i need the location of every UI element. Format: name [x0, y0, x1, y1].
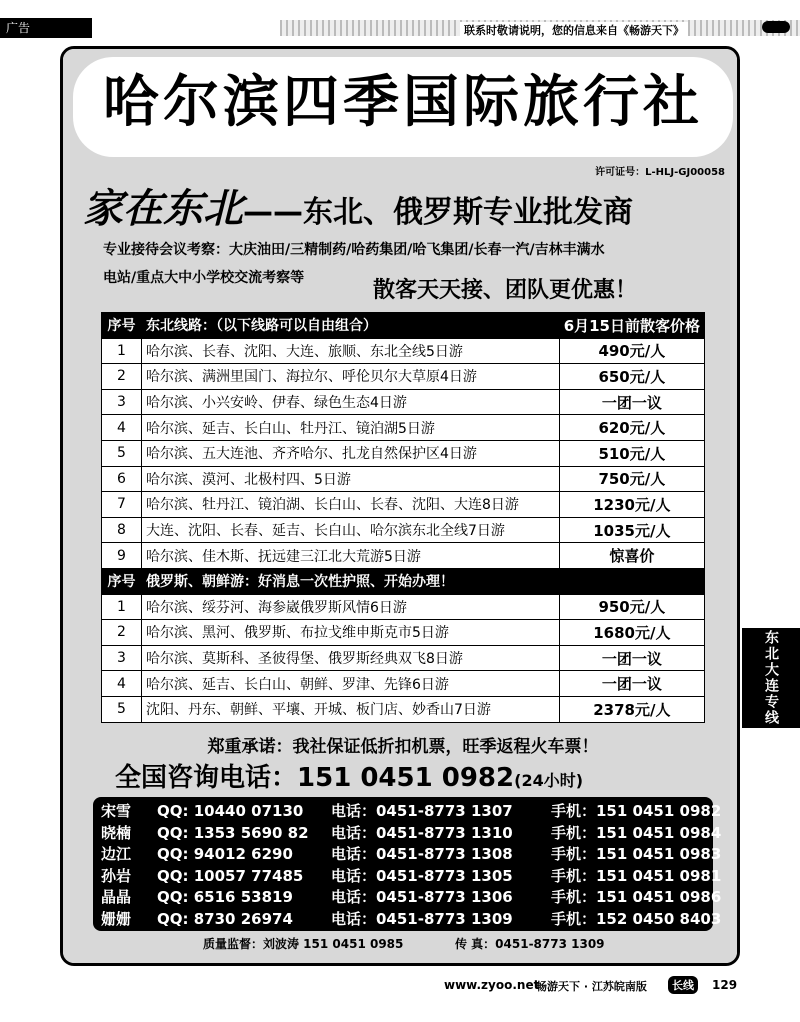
contact-name: 晓楠 — [101, 823, 132, 842]
table-row — [102, 696, 705, 722]
hotline-hours: (24小时) — [514, 771, 584, 790]
page-footer — [0, 974, 800, 1004]
row-num: 3 — [102, 389, 142, 415]
contact-mobile[interactable]: 手机：152 0450 8403 — [551, 909, 722, 928]
contact-mobile[interactable]: 手机：151 0451 0981 — [551, 866, 722, 885]
table-row — [102, 389, 705, 415]
contact-qq[interactable]: QQ: 10440 07130 — [157, 802, 304, 820]
table-row — [102, 440, 705, 466]
contact-qq[interactable]: QQ: 8730 26974 — [157, 909, 293, 928]
footer-line-badge: 长线 — [668, 976, 698, 994]
row-num: 5 — [102, 440, 142, 466]
row-num: 6 — [102, 466, 142, 492]
row-price: 510元/人 — [559, 440, 704, 466]
contact-tel[interactable]: 电话：0451-8773 1309 — [331, 909, 513, 928]
contact-mobile[interactable]: 手机：151 0451 0986 — [551, 888, 722, 906]
contact-qq[interactable]: QQ: 10057 77485 — [157, 866, 304, 885]
header-price: 6月15日前散客价格 — [559, 313, 704, 339]
top-strip — [0, 0, 800, 36]
fax-number: 传 真：0451-8773 1309 — [455, 937, 605, 951]
quality-supervision: 质量监督：刘波涛 151 0451 0985 — [203, 937, 404, 951]
hotline — [115, 757, 583, 794]
slogan — [83, 177, 633, 234]
russia-header-row — [102, 568, 705, 594]
row-route: 哈尔滨、满洲里国门、海拉尔、呼伦贝尔大草原4日游 — [142, 364, 560, 390]
reception-info-line2: 电站/重点大中小学校交流考察等 — [103, 270, 305, 286]
promise-text: 郑重承诺：我社保证低折扣机票，旺季返程火车票！ — [207, 737, 599, 757]
northeast-header-row — [102, 313, 705, 339]
row-price: 1230元/人 — [559, 492, 704, 518]
row-price: 2378元/人 — [559, 696, 704, 722]
slogan-home: 家在东北 — [83, 186, 243, 232]
row-route: 沈阳、丹东、朝鲜、平壤、开城、板门店、妙香山7日游 — [142, 696, 560, 722]
contact-mobile[interactable]: 手机：151 0451 0984 — [551, 823, 722, 842]
table-row — [102, 415, 705, 441]
agency-title: 哈尔滨四季国际旅行社 — [103, 70, 703, 135]
header-num: 序号 — [102, 568, 142, 594]
row-route: 哈尔滨、牡丹江、镜泊湖、长白山、长春、沈阳、大连8日游 — [142, 492, 560, 518]
contact-mobile[interactable]: 手机：151 0451 0983 — [551, 845, 722, 863]
row-route: 哈尔滨、莫斯科、圣彼得堡、俄罗斯经典双飞8日游 — [142, 645, 560, 671]
slogan-tagline: 东北、俄罗斯专业批发商 — [303, 195, 633, 230]
row-price: 1035元/人 — [559, 517, 704, 543]
ad-tag: 广告 — [0, 18, 92, 38]
contact-qq[interactable]: QQ: 94012 6290 — [157, 845, 293, 863]
row-num: 4 — [102, 415, 142, 441]
row-route: 大连、沈阳、长春、延吉、长白山、哈尔滨东北全线7日游 — [142, 517, 560, 543]
table-row — [102, 492, 705, 518]
contact-qq[interactable]: QQ: 1353 5690 82 — [157, 823, 309, 842]
row-price: 750元/人 — [559, 466, 704, 492]
header-notice: 联系时敬请说明，您的信息来自《畅游天下》 — [460, 22, 688, 38]
row-price: 一团一议 — [559, 671, 704, 697]
header-route: 俄罗斯、朝鲜游：好消息一次性护照、开始办理！ — [142, 568, 560, 594]
row-num: 9 — [102, 543, 142, 569]
row-route: 哈尔滨、延吉、长白山、朝鲜、罗津、先锋6日游 — [142, 671, 560, 697]
row-route: 哈尔滨、五大连池、齐齐哈尔、扎龙自然保护区4日游 — [142, 440, 560, 466]
table-row — [102, 517, 705, 543]
contact-name: 孙岩 — [101, 866, 132, 885]
row-route: 哈尔滨、长春、沈阳、大连、旅顺、东北全线5日游 — [142, 338, 560, 364]
row-price: 1680元/人 — [559, 620, 704, 646]
ad-frame — [60, 46, 740, 966]
row-route: 哈尔滨、佳木斯、抚远建三江北大荒游5日游 — [142, 543, 560, 569]
row-num: 8 — [102, 517, 142, 543]
row-num: 1 — [102, 338, 142, 364]
hotline-number[interactable]: 151 0451 0982 — [297, 763, 515, 793]
contact-tel[interactable]: 电话：0451-8773 1305 — [331, 866, 513, 885]
row-price: 一团一议 — [559, 645, 704, 671]
contact-name: 晶晶 — [101, 888, 132, 906]
table-row — [102, 364, 705, 390]
side-tab: 东北大连专线 — [742, 628, 800, 728]
table-row — [102, 466, 705, 492]
header-price — [559, 568, 704, 594]
slogan-dash: — — [243, 195, 273, 230]
table-row — [102, 543, 705, 569]
contact-tel[interactable]: 电话：0451-8773 1308 — [331, 845, 513, 863]
row-price: 650元/人 — [559, 364, 704, 390]
footer-publication: 畅游天下 · 江苏皖南版 — [536, 980, 647, 993]
contact-tel[interactable]: 电话：0451-8773 1306 — [331, 888, 513, 906]
contact-name: 姗姗 — [101, 909, 132, 928]
row-route: 哈尔滨、黑河、俄罗斯、布拉戈维申斯克市5日游 — [142, 620, 560, 646]
row-route: 哈尔滨、小兴安岭、伊春、绿色生态4日游 — [142, 389, 560, 415]
row-price: 620元/人 — [559, 415, 704, 441]
contact-mobile[interactable]: 手机：151 0451 0982 — [551, 802, 722, 820]
row-price: 950元/人 — [559, 594, 704, 620]
row-num: 7 — [102, 492, 142, 518]
header-route: 东北线路：（以下线路可以自由组合） — [142, 313, 560, 339]
row-num: 4 — [102, 671, 142, 697]
row-route: 哈尔滨、漠河、北极村四、5日游 — [142, 466, 560, 492]
contact-box — [93, 797, 722, 931]
table-row — [102, 671, 705, 697]
row-price: 490元/人 — [559, 338, 704, 364]
contact-tel[interactable]: 电话：0451-8773 1307 — [331, 802, 513, 820]
contact-tel[interactable]: 电话：0451-8773 1310 — [331, 823, 513, 842]
table-row — [102, 594, 705, 620]
route-table — [101, 312, 705, 723]
publication-logo-icon — [762, 21, 790, 33]
header-num: 序号 — [102, 313, 142, 339]
row-num: 5 — [102, 696, 142, 722]
row-num: 2 — [102, 620, 142, 646]
footer-url[interactable]: www.zyoo.net — [444, 978, 540, 992]
hotline-label: 全国咨询电话： — [115, 763, 298, 793]
promo-text: 散客天天接、团队更优惠！ — [373, 278, 638, 303]
contact-name: 宋雪 — [101, 802, 132, 820]
slogan-dash-2: — — [273, 195, 303, 230]
row-price: 一团一议 — [559, 389, 704, 415]
row-num: 1 — [102, 594, 142, 620]
row-route: 哈尔滨、绥芬河、海参崴俄罗斯风情6日游 — [142, 594, 560, 620]
row-num: 2 — [102, 364, 142, 390]
table-row — [102, 620, 705, 646]
row-price: 惊喜价 — [559, 543, 704, 569]
contact-name: 边江 — [101, 845, 132, 863]
license-number: 许可证号：L-HLJ-GJ00058 — [595, 167, 725, 178]
row-route: 哈尔滨、延吉、长白山、牡丹江、镜泊湖5日游 — [142, 415, 560, 441]
table-row — [102, 645, 705, 671]
row-num: 3 — [102, 645, 142, 671]
reception-info-line1: 专业接待会议考察：大庆油田/三精制药/哈药集团/哈飞集团/长春一汽/吉林丰满水 — [103, 242, 605, 258]
table-row — [102, 338, 705, 364]
page-number: 129 — [712, 978, 738, 992]
contact-qq[interactable]: QQ: 6516 53819 — [157, 888, 293, 906]
